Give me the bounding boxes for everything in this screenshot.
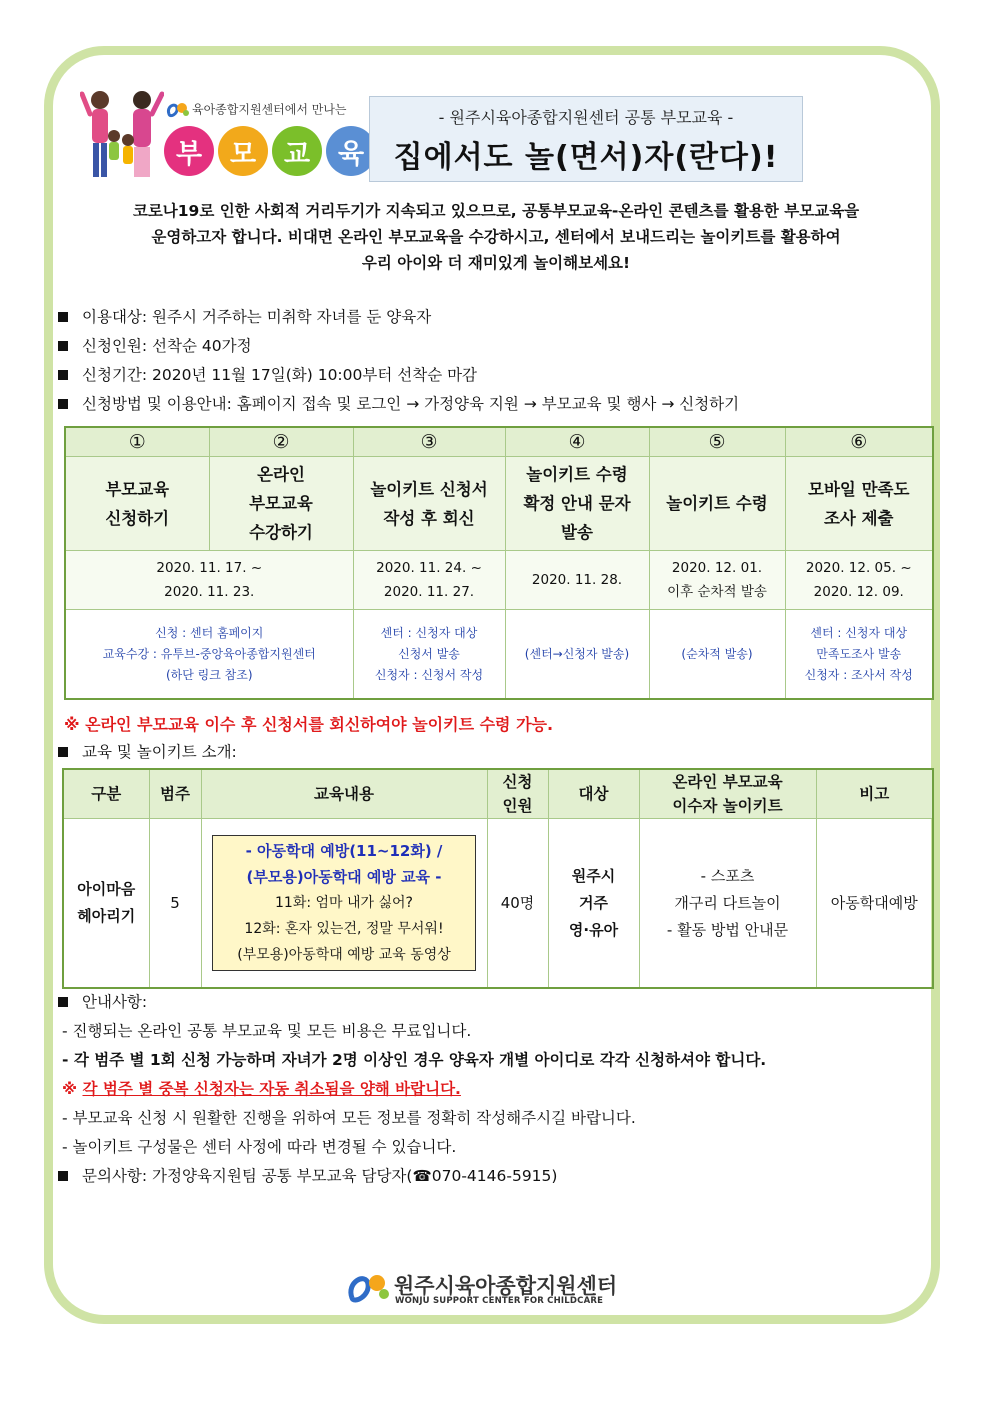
edu-content (201, 819, 487, 989)
step-date: 2020. 12. 01. 이후 순차적 발송 (649, 551, 785, 610)
bullet-square-icon (58, 370, 68, 380)
edu-header-cell: 신청 인원 (487, 769, 548, 819)
bullet-square-icon (58, 747, 68, 757)
edu-header-cell: 구분 (63, 769, 149, 819)
edu-category: 아이마음 헤아리기 (63, 819, 149, 989)
step-date: 2020. 11. 24. ~ 2020. 11. 27. (353, 551, 505, 610)
center-logo-icon (346, 1268, 390, 1308)
bullet-square-icon (58, 997, 68, 1007)
title-subtitle: - 원주시육아종합지원센터 공통 부모교육 - (438, 108, 734, 127)
bullet-square-icon (58, 341, 68, 351)
step-label: 온라인 부모교육 수강하기 (209, 457, 353, 551)
edu-data-row (63, 819, 933, 989)
edu-target: 원주시 거주 영·유아 (548, 819, 639, 989)
education-table (62, 768, 934, 989)
bullet-target: 이용대상: 원주시 거주하는 미취학 자녀를 둔 양육자 (54, 303, 934, 332)
step-date: 2020. 12. 05. ~ 2020. 12. 09. (785, 551, 933, 610)
note-line-warning: ※ 각 범주 별 중복 신청자는 자동 취소됨을 양해 바랍니다. (62, 1080, 461, 1098)
step-label: 놀이키트 수령 확정 안내 문자 발송 (505, 457, 649, 551)
edu-header-cell: 비고 (816, 769, 933, 819)
title-circle: 육 (326, 126, 376, 176)
step-number: ② (209, 427, 353, 457)
title-circle: 모 (218, 126, 268, 176)
footer-center-english: WONJU SUPPORT CENTER FOR CHILDCARE (395, 1296, 604, 1306)
edu-header-cell: 교육내용 (201, 769, 487, 819)
edu-heading: 교육 및 놀이키트 소개: (54, 738, 237, 767)
steps-date-row (65, 551, 933, 610)
note-line: - 각 범주 별 1회 신청 가능하며 자녀가 2명 이상인 경우 양육자 개별 아이디로 각각 신청하셔야 합니다. (62, 1051, 767, 1069)
step-note: (센터→신청자 발송) (505, 610, 649, 700)
step-label: 놀이키트 수령 (649, 457, 785, 551)
footer-logo (346, 1266, 646, 1310)
edu-kit: - 스포츠 개구리 다트놀이 - 활동 방법 안내문 (639, 819, 816, 989)
edu-num: 5 (149, 819, 201, 989)
note-line: - 부모교육 신청 시 원활한 진행을 위하여 모든 정보를 정확히 작성해주시길 바랍니다. (62, 1109, 636, 1127)
intro-line: 운영하고자 합니다. 비대면 온라인 부모교육을 수강하시고, 센터에서 보내드리는 놀이키트를 활용하여 (151, 228, 841, 246)
step-number: ④ (505, 427, 649, 457)
info-bullets (54, 303, 934, 419)
step-label: 모바일 만족도 조사 제출 (785, 457, 933, 551)
step-number: ⑤ (649, 427, 785, 457)
step-date: 2020. 11. 28. (505, 551, 649, 610)
edu-header-cell: 온라인 부모교육 이수자 놀이키트 (639, 769, 816, 819)
steps-table (64, 426, 934, 700)
header-logo (80, 86, 365, 182)
page-title: 집에서도 놀(면서)자(란다)! (393, 140, 779, 175)
kit-warning: ※ 온라인 부모교육 이수 후 신청서를 회신하여야 놀이키트 수령 가능. (64, 715, 554, 734)
step-number: ⑥ (785, 427, 933, 457)
step-note: 신청 : 센터 홈페이지 교육수강 : 유투브-중앙육아종합지원센터 (하단 링크 참조) (65, 610, 353, 700)
bullet-period: 신청기간: 2020년 11월 17일(화) 10:00부터 선착순 마감 (54, 361, 934, 390)
steps-note-row (65, 610, 933, 700)
edu-remark: 아동학대예방 (816, 819, 933, 989)
step-note: 센터 : 신청자 대상 만족도조사 발송 신청자 : 조사서 작성 (785, 610, 933, 700)
family-illustration (80, 86, 164, 182)
edu-content-box: - 아동학대 예방(11~12화) / (부모용)아동학대 예방 교육 - 11화: 엄마 내가 싫어? 12화: 혼자 있는건, 정말 무서워! (부모용)아동학대 예방 교육 동영상 (212, 835, 476, 971)
title-box (369, 96, 803, 182)
step-note: (순차적 발송) (649, 610, 785, 700)
note-line: - 진행되는 온라인 공통 부모교육 및 모든 비용은 무료입니다. (62, 1022, 472, 1040)
step-label: 부모교육 신청하기 (65, 457, 209, 551)
edu-header-cell: 범주 (149, 769, 201, 819)
intro-line: 우리 아이와 더 재미있게 놀이해보세요! (361, 254, 631, 272)
edu-header-cell: 대상 (548, 769, 639, 819)
bullet-square-icon (58, 399, 68, 409)
brand-tagline-text: 육아종합지원센터에서 만나는 (192, 102, 347, 117)
bullet-square-icon (58, 1171, 68, 1181)
edu-people: 40명 (487, 819, 548, 989)
step-note: 센터 : 신청자 대상 신청서 발송 신청자 : 신청서 작성 (353, 610, 505, 700)
title-circle: 부 (164, 126, 214, 176)
title-circles (164, 126, 376, 176)
step-number: ③ (353, 427, 505, 457)
steps-number-row (65, 427, 933, 457)
contact-line: 문의사항: 가정양육지원팀 공통 부모교육 담당자(☎070-4146-5915) (54, 1162, 954, 1191)
notes-heading: 안내사항: (54, 988, 954, 1017)
step-number: ① (65, 427, 209, 457)
step-label: 놀이키트 신청서 작성 후 회신 (353, 457, 505, 551)
intro-paragraph (70, 198, 922, 276)
bullet-method: 신청방법 및 이용안내: 홈페이지 접속 및 로그인 → 가정양육 지원 → 부모교육 및 행사 → 신청하기 (54, 390, 934, 419)
footer-center-name: 원주시육아종합지원센터 (394, 1274, 618, 1298)
steps-label-row (65, 457, 933, 551)
notes-section (54, 988, 954, 1191)
bullet-square-icon (58, 312, 68, 322)
brand-tagline (166, 100, 347, 120)
title-circle: 교 (272, 126, 322, 176)
bullet-capacity: 신청인원: 선착순 40가정 (54, 332, 934, 361)
center-logo-icon (166, 100, 190, 120)
edu-header-row (63, 769, 933, 819)
intro-line: 코로나19로 인한 사회적 거리두기가 지속되고 있으므로, 공통부모교육-온라인 콘텐츠를 활용한 부모교육을 (132, 202, 860, 220)
note-line: - 놀이키트 구성물은 센터 사정에 따라 변경될 수 있습니다. (62, 1138, 457, 1156)
step-date: 2020. 11. 17. ~ 2020. 11. 23. (65, 551, 353, 610)
